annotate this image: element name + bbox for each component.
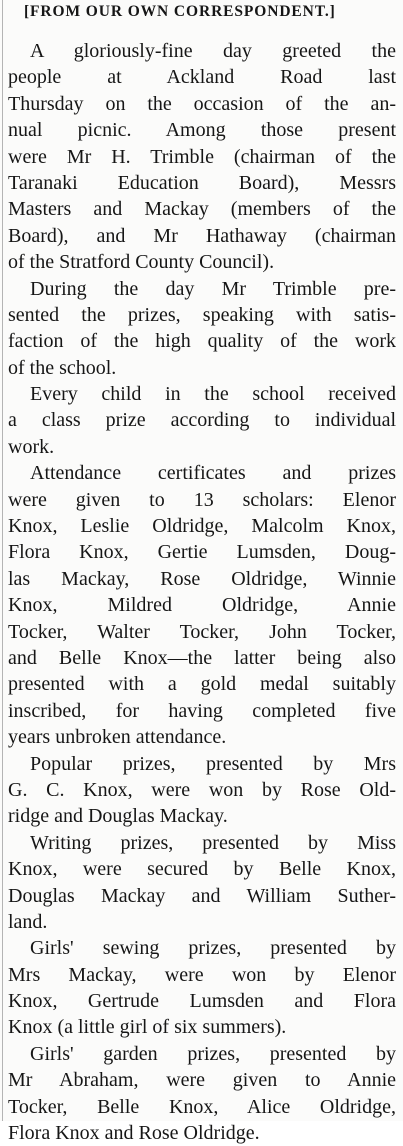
text-line: Writing prizes, presented by Miss [30, 831, 396, 854]
paragraph-sewing-prizes [8, 935, 396, 1041]
text-line: Flora Knox, Gertie Lumsden, Doug- [8, 541, 396, 564]
text-line: Knox (a little girl of six summers). [8, 1016, 287, 1039]
text-line: During the day Mr Trimble pre- [30, 277, 396, 300]
text-line: Knox, were secured by Belle Knox, [8, 858, 396, 881]
text-line: Masters and Mackay (members of the [8, 198, 396, 221]
text-line: and Belle Knox—the latter being also [8, 646, 396, 669]
text-line: work. [8, 435, 55, 458]
text-line: of the school. [8, 356, 117, 379]
text-line: sented the prizes, speaking with satis- [8, 303, 396, 326]
article-body [8, 38, 396, 1146]
text-line: a class prize according to individual [8, 409, 396, 432]
text-line: faction of the high quality of the work [8, 330, 396, 353]
text-line: Tocker, Walter Tocker, John Tocker, [8, 620, 396, 643]
text-line: Knox, Mildred Oldridge, Annie [8, 594, 396, 617]
text-line: were given to 13 scholars: Elenor [8, 488, 396, 511]
paragraph-popular-prizes [8, 751, 396, 830]
text-line: Flora Knox and Rose Oldridge. [8, 1122, 260, 1145]
text-line: nual picnic. Among those present [8, 119, 396, 142]
text-line: A gloriously-fine day greeted the [30, 40, 396, 62]
text-line: Mrs Mackay, were won by Elenor [8, 963, 396, 986]
text-line: Girls' garden prizes, presented by [30, 1042, 396, 1065]
text-line: people at Ackland Road last [8, 66, 396, 89]
text-line: presented with a gold medal suitably [8, 673, 396, 696]
text-line: Knox, Leslie Oldridge, Malcolm Knox, [8, 515, 396, 538]
paragraph-attendance [8, 460, 396, 750]
text-line: Board), and Mr Hathaway (chairman [8, 224, 396, 247]
text-line: inscribed, for having completed five [8, 699, 396, 722]
text-line: Taranaki Education Board), Messrs [8, 171, 396, 194]
text-line: land. [8, 910, 48, 933]
text-line: las Mackay, Rose Oldridge, Winnie [8, 567, 396, 590]
text-line: Tocker, Belle Knox, Alice Oldridge, [8, 1095, 396, 1118]
text-line: Douglas Mackay and William Suther- [8, 884, 396, 907]
text-line: Girls' sewing prizes, presented by [30, 937, 396, 960]
correspondent-byline: [FROM OUR OWN CORRESPONDENT.] [24, 3, 336, 20]
text-line: Attendance certificates and prizes [30, 462, 396, 485]
text-line: years unbroken attendance. [8, 726, 227, 749]
text-line: were Mr H. Trimble (chairman of the [8, 145, 396, 168]
paragraph-class-prizes [8, 381, 396, 460]
paragraph-picnic-intro [8, 38, 396, 276]
paragraph-garden-prizes [8, 1041, 396, 1146]
text-line: G. C. Knox, were won by Rose Old- [8, 778, 396, 801]
text-line: ridge and Douglas Mackay. [8, 805, 228, 828]
column-rule [2, 0, 3, 1121]
text-line: Thursday on the occasion of the an- [8, 92, 396, 115]
text-line: of the Stratford County Council). [8, 251, 275, 274]
paragraph-writing-prizes [8, 830, 396, 936]
text-line: Popular prizes, presented by Mrs [30, 752, 396, 775]
text-line: Knox, Gertrude Lumsden and Flora [8, 990, 396, 1013]
paragraph-prize-presentation [8, 276, 396, 382]
text-line: Every child in the school received [30, 383, 396, 406]
text-line: Mr Abraham, were given to Annie [8, 1069, 396, 1092]
